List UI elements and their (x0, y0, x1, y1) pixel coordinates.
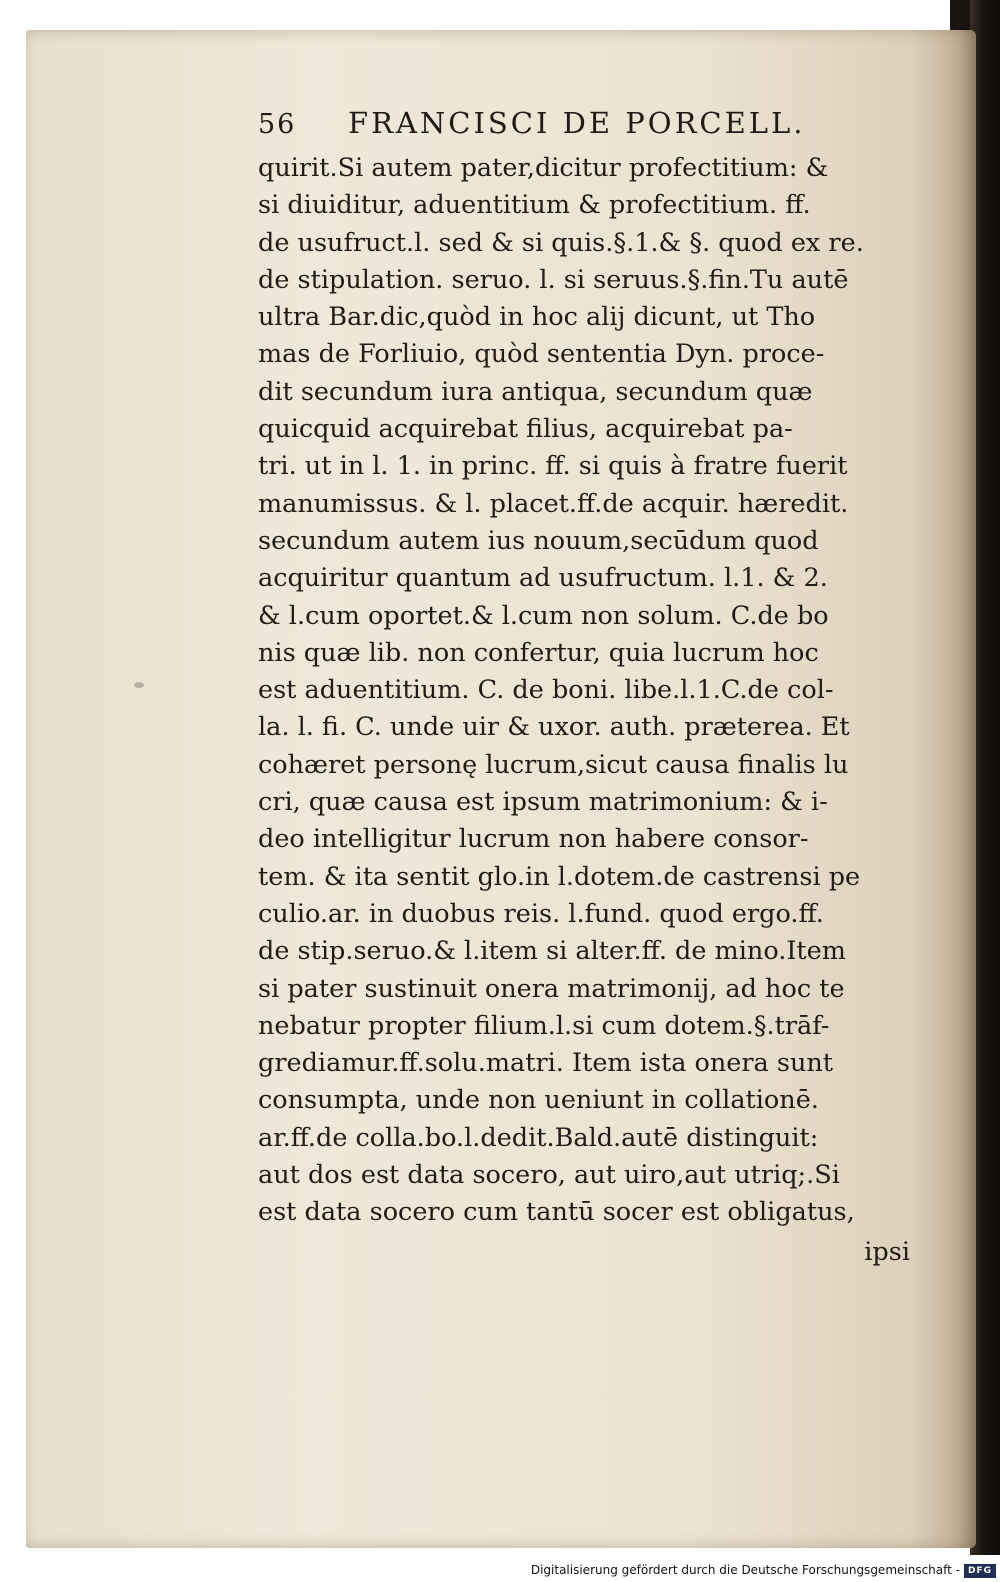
running-title: FRANCISCI DE PORCELL. (348, 106, 806, 140)
text-line: mas de Forliuio, quòd sententia Dyn. proce- (258, 339, 825, 370)
text-line: de stip.seruo.& l.item si alter.ff. de mino.Item (258, 936, 846, 967)
text-line: dit secundum iura antiqua, secundum quæ (258, 376, 813, 407)
text-line: est data socero cum tantū socer est obligatus, (258, 1197, 855, 1228)
text-line: de usufruct.l. sed & si quis.§.1.& §. quod ex re. (258, 227, 864, 258)
text-line: deo intelligitur lucrum non habere consor- (258, 824, 809, 855)
text-line: tem. & ita sentit glo.in l.dotem.de castrensi pe (258, 861, 861, 892)
text-line: quirit.Si autem pater,dicitur profectitium: & (258, 153, 829, 183)
text-line: ar.ff.de colla.bo.l.dedit.Bald.autē distinguit: (258, 1122, 819, 1153)
text-line: nis quæ lib. non confertur, quia lucrum hoc (258, 637, 819, 668)
text-line: aut dos est data socero, aut uiro,aut utriq;.Si (258, 1160, 840, 1191)
dfg-logo-icon: DFG (964, 1564, 996, 1578)
text-line: consumpta, unde non ueniunt in collationē. (258, 1085, 819, 1116)
text-line: tri. ut in l. 1. in princ. ff. si quis à fratre fuerit (258, 451, 848, 482)
text-line: est aduentitium. C. de boni. libe.l.1.C.de col- (258, 675, 834, 706)
text-line: secundum autem ius nouum,secūdum quod (258, 525, 819, 556)
footer-bar (0, 1556, 1000, 1582)
text-line: grediamur.ff.solu.matri. Item ista onera sunt (258, 1048, 834, 1079)
text-block (258, 106, 918, 1272)
ink-smudge (134, 682, 144, 688)
text-line: quicquid acquirebat filius, acquirebat pa- (258, 414, 793, 445)
text-line: de stipulation. seruo. l. si seruus.§.fin.Tu autē (258, 264, 849, 295)
text-line: cri, quæ causa est ipsum matrimonium: & i- (258, 787, 828, 818)
text-line: & l.cum oportet.& l.cum non solum. C.de bo (258, 600, 829, 631)
catchword: ipsi (864, 1236, 910, 1267)
text-line: si diuiditur, aduentitium & profectitium. ff. (258, 190, 811, 221)
page-number: 56 (258, 109, 297, 140)
text-line: manumissus. & l. placet.ff.de acquir. hæredit. (258, 488, 849, 519)
text-line: la. l. fi. C. unde uir & uxor. auth. præterea. Et (258, 712, 850, 743)
page-header (258, 106, 918, 150)
funding-credit: Digitalisierung gefördert durch die Deutsche Forschungsgemeinschaft - (530, 1563, 960, 1577)
text-line: si pater sustinuit onera matrimonij, ad hoc te (258, 973, 845, 1004)
body-text (258, 150, 918, 1232)
text-line: culio.ar. in duobus reis. l.fund. quod ergo.ff. (258, 898, 824, 929)
text-line: nebatur propter filium.l.si cum dotem.§.trāf- (258, 1010, 830, 1041)
text-line: acquiritur quantum ad usufructum. l.1. & 2. (258, 563, 828, 594)
text-line: ultra Bar.dic,quòd in hoc alij dicunt, ut Tho (258, 302, 816, 333)
text-line: cohæret personę lucrum,sicut causa finalis lu (258, 749, 849, 780)
